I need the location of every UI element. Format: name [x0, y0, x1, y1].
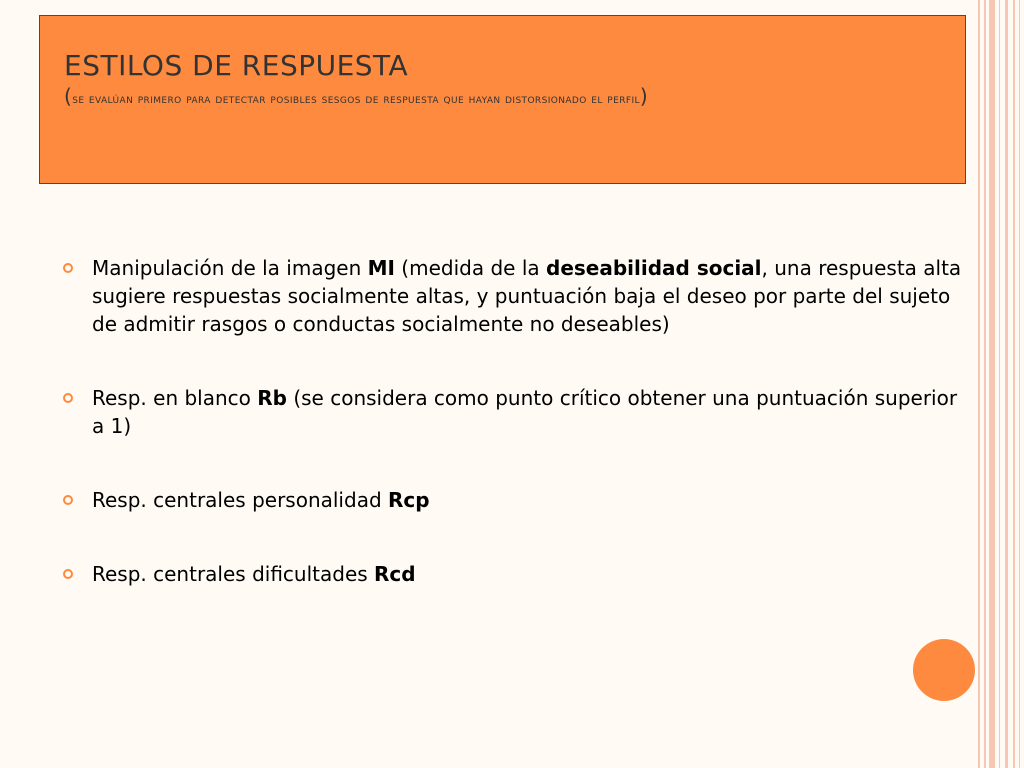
subtitle-text: se evalúan primero para detectar posibles sesgos de respuesta que hayan distorsionado el perfil — [72, 92, 640, 107]
slide-title-box — [39, 15, 966, 184]
bullet-text-part: , una respuesta alta sugiere respuestas socialmente altas, y puntuación baja el deseo por parte del sujeto de admitir rasgos o conductas socialmente no deseables) — [92, 256, 962, 336]
bullet-list — [62, 254, 972, 588]
decorative-stripe — [984, 0, 986, 768]
decorative-stripe — [978, 0, 980, 768]
bullet-bold-term: Rcd — [374, 562, 416, 586]
decorative-stripe — [999, 0, 1000, 768]
subtitle-paren-open: ( — [64, 84, 73, 108]
slide-subtitle — [64, 85, 955, 111]
bullet-text-part: Resp. centrales dificultades — [92, 562, 375, 586]
bullet-text — [92, 562, 416, 586]
bullet-text — [92, 386, 957, 438]
bullet-text — [92, 256, 961, 336]
decorative-circle — [913, 639, 975, 701]
bullet-text-part: Resp. centrales personalidad — [92, 488, 388, 512]
bullet-item-rb — [62, 384, 972, 440]
bullet-bold-term: MI — [367, 256, 395, 280]
bullet-text-part: Manipulación de la imagen — [92, 256, 368, 280]
bullet-circle-icon — [63, 495, 73, 505]
bullet-item-rcp — [62, 486, 972, 514]
bullet-bold-term: deseabilidad social — [546, 256, 762, 280]
subtitle-paren-close: ) — [639, 84, 649, 108]
bullet-item-rcd — [62, 560, 972, 588]
slide-title: ESTILOS DE RESPUESTA — [64, 49, 409, 82]
decorative-stripe — [1019, 0, 1020, 768]
bullet-bold-term: Rb — [257, 386, 287, 410]
bullet-circle-icon — [63, 393, 73, 403]
bullet-text-part: Resp. en blanco — [92, 386, 258, 410]
bullet-circle-icon — [63, 569, 73, 579]
decorative-stripe — [1013, 0, 1015, 768]
bullet-text — [92, 488, 430, 512]
bullet-circle-icon — [63, 263, 73, 273]
bullet-text-part: (medida de la — [394, 256, 546, 280]
decorative-stripe — [989, 0, 995, 768]
bullet-item-mi — [62, 254, 972, 338]
bullet-bold-term: Rcp — [388, 488, 430, 512]
bullet-text-part: (se considera como punto crítico obtener una puntuación superior a 1) — [92, 386, 958, 438]
decorative-stripe — [1005, 0, 1008, 768]
